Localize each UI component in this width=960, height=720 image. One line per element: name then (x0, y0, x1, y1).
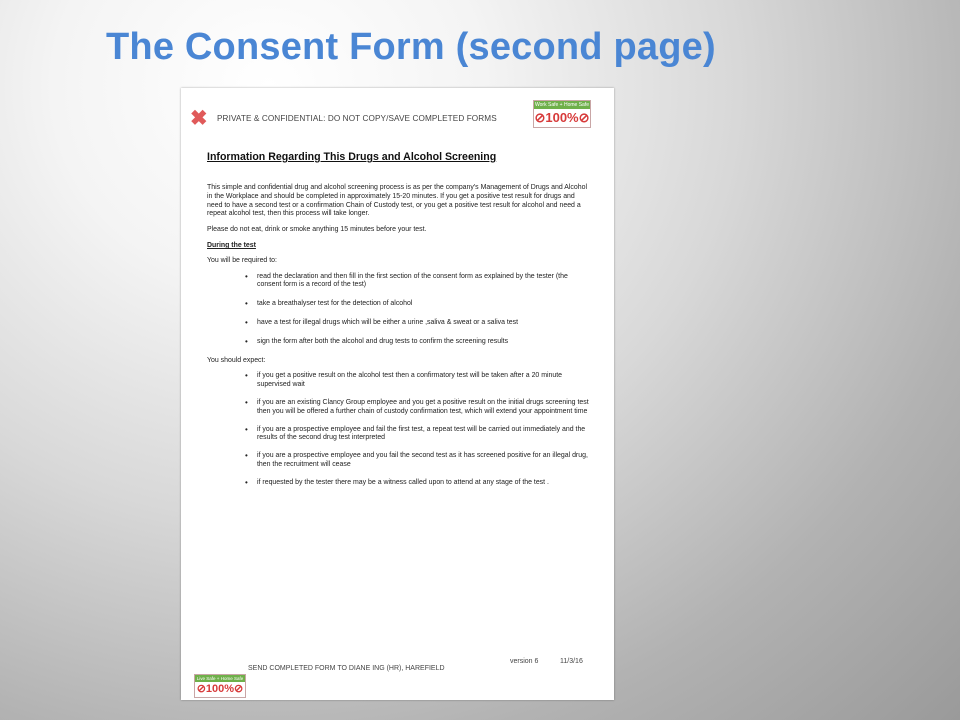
list-item-text: read the declaration and then fill in the first section of the consent form as explained by the tester (the consent form is a record of the test) (257, 272, 568, 289)
no-eat-paragraph: Please do not eat, drink or smoke anything 15 minutes before your test. (207, 226, 427, 234)
consent-form-page (181, 88, 614, 700)
during-test-heading: During the test (207, 241, 256, 249)
send-instructions: SEND COMPLETED FORM TO DIANE ING (HR), HAREFIELD (248, 665, 445, 672)
bullet-icon: • (245, 424, 248, 434)
bullet-icon: • (245, 317, 248, 327)
document-body (207, 184, 592, 497)
close-icon: ✖ (190, 107, 208, 130)
slide-title: The Consent Form (second page) (106, 26, 716, 68)
list-item-text: if you get a positive result on the alcohol test then a confirmatory test will be taken after a 20 minute supervised wait (257, 372, 563, 389)
list-item-text: take a breathalyser test for the detection of alcohol (257, 300, 413, 308)
list-item-text: sign the form after both the alcohol and drug tests to confirm the screening results (257, 337, 509, 345)
logo-slogan: Work Safe + Home Safe (535, 102, 589, 108)
list-item (245, 399, 592, 417)
confidential-notice: PRIVATE & CONFIDENTIAL: DO NOT COPY/SAVE COMPLETED FORMS (217, 114, 497, 123)
bullet-icon: • (245, 336, 248, 346)
bullet-icon: • (245, 477, 248, 487)
logo-slogan: Live Safe + Home Safe (196, 676, 244, 681)
list-item-text: have a test for illegal drugs which will be either a urine ,saliva & sweat or a saliva test (257, 318, 519, 326)
intro-paragraph: This simple and confidential drug and alcohol screening process is as per the company's Management of Drugs and Alcohol in the Workplace and should be completed in approximately 15-20 minutes. If you get a positive test result for drugs and need to have a second test or a confirmation Chain of Custody test, or you get a positive test result for alcohol and need a repeat alcohol test, then this process will take longer. (207, 184, 588, 218)
list-item-text: if you are a prospective employee and fail the first test, a repeat test will be carried out immediately and the results of the second drug test interpreted (257, 425, 586, 442)
required-intro: You will be required to: (207, 256, 277, 264)
list-item (245, 452, 592, 470)
bullet-icon: • (245, 271, 248, 281)
bullet-icon: • (245, 299, 248, 309)
list-item (245, 338, 592, 347)
company-logo (533, 100, 591, 128)
company-logo-footer (194, 674, 246, 698)
date-label: 11/3/16 (560, 658, 583, 665)
logo-mark: ⊘100%⊘ (534, 110, 590, 125)
expect-list (207, 372, 592, 487)
list-item (245, 479, 592, 488)
logo-mark: ⊘100%⊘ (196, 683, 244, 695)
list-item (245, 273, 592, 291)
list-item (245, 300, 592, 309)
bullet-icon: • (245, 397, 248, 407)
bullet-icon: • (245, 451, 248, 461)
expect-intro: You should expect: (207, 356, 266, 364)
list-item-text: if you are an existing Clancy Group employee and you get a positive result on the initial drugs screening test then you will be offered a further chain of custody confirmation test, which will extend your appointment time (257, 398, 589, 415)
list-item (245, 319, 592, 328)
list-item (245, 372, 592, 390)
required-list (207, 273, 592, 347)
bullet-icon: • (245, 371, 248, 381)
list-item (245, 426, 592, 444)
list-item-text: if you are a prospective employee and you fail the second test as it has screened positive for an illegal drug, then the recruitment will cease (257, 452, 588, 468)
list-item-text: if requested by the tester there may be a witness called upon to attend at any stage of the test . (257, 478, 549, 486)
document-heading: Information Regarding This Drugs and Alcohol Screening (207, 151, 497, 163)
version-label: version 6 (510, 658, 539, 665)
